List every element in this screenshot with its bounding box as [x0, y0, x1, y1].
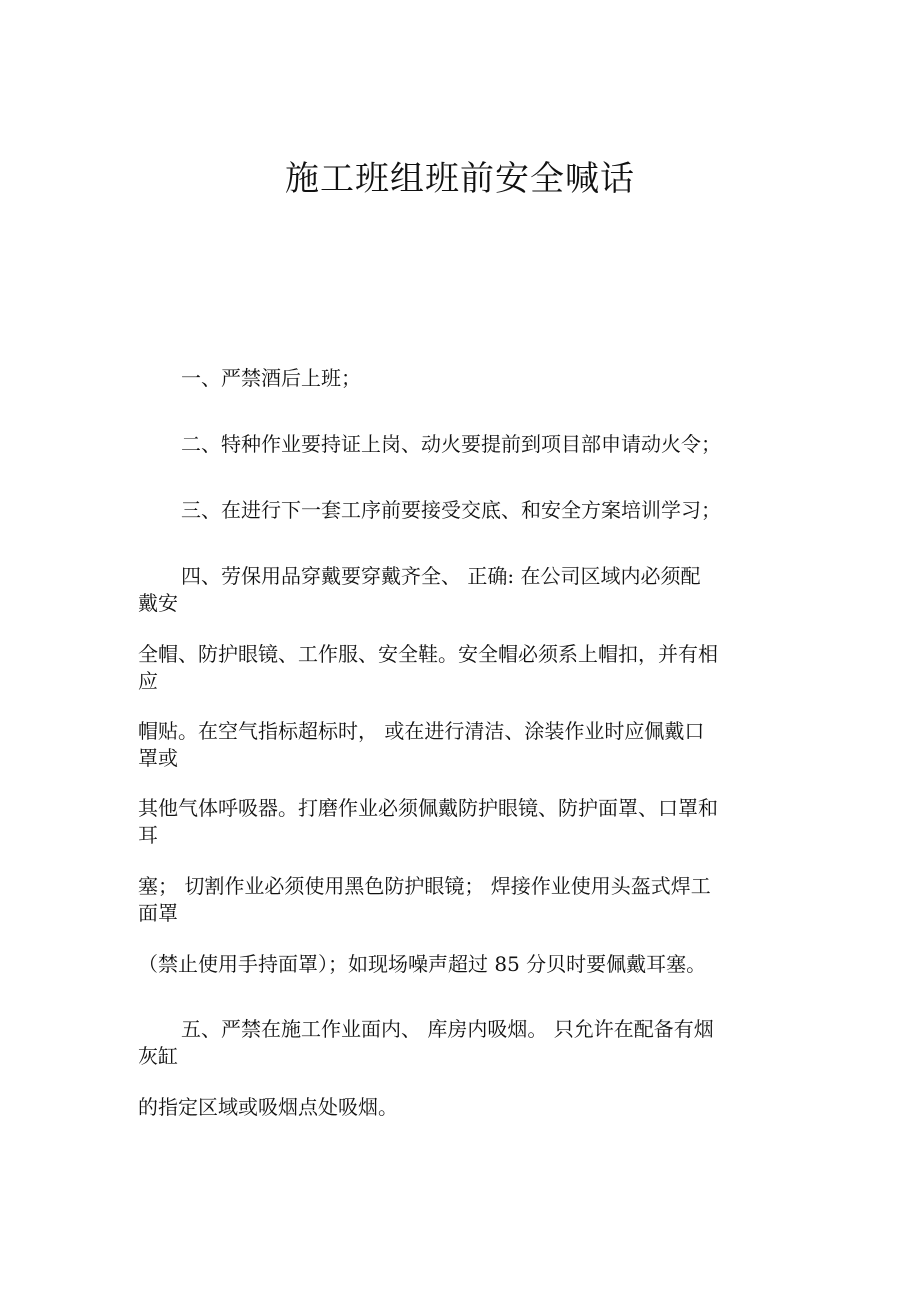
- item-2: 二、特种作业要持证上岗、动火要提前到项目部申请动火令；: [181, 432, 721, 456]
- item-4-line-6: 罩或: [138, 746, 178, 770]
- item-1: 一、严禁酒后上班；: [181, 366, 361, 390]
- item-5-line-2: 灰缸: [138, 1044, 178, 1068]
- item-4-line-1: 四、劳保用品穿戴要穿戴齐全、 正确: 在公司区域内必须配: [181, 564, 701, 588]
- document-title: 施工班组班前安全喊话: [285, 159, 635, 199]
- item-4-line-10: 面罩: [138, 901, 178, 925]
- item-4-line-5: 帽贴。在空气指标超标时， 或在进行清洁、涂装作业时应佩戴口: [138, 719, 705, 743]
- item-5-line-3: 的指定区域或吸烟点处吸烟。: [138, 1095, 398, 1119]
- item-4-line-8: 耳: [138, 823, 158, 847]
- item-4-line-11: （禁止使用手持面罩）；如现场噪声超过 85 分贝时要佩戴耳塞。: [138, 952, 707, 976]
- item-4-line-3: 全帽、防护眼镜、工作服、安全鞋。安全帽必须系上帽扣，并有相: [138, 642, 718, 666]
- item-3: 三、在进行下一套工序前要接受交底、和安全方案培训学习；: [181, 498, 721, 522]
- item-4-line-2: 戴安: [138, 591, 178, 615]
- item-4-line-4: 应: [138, 669, 158, 693]
- item-5-line-1: 五、严禁在施工作业面内、 库房内吸烟。 只允许在配备有烟: [181, 1017, 714, 1041]
- item-4-line-7: 其他气体呼吸器。打磨作业必须佩戴防护眼镜、防护面罩、口罩和: [138, 796, 718, 820]
- item-4-line-9: 塞； 切割作业必须使用黑色防护眼镜； 焊接作业使用头盔式焊工: [138, 874, 711, 898]
